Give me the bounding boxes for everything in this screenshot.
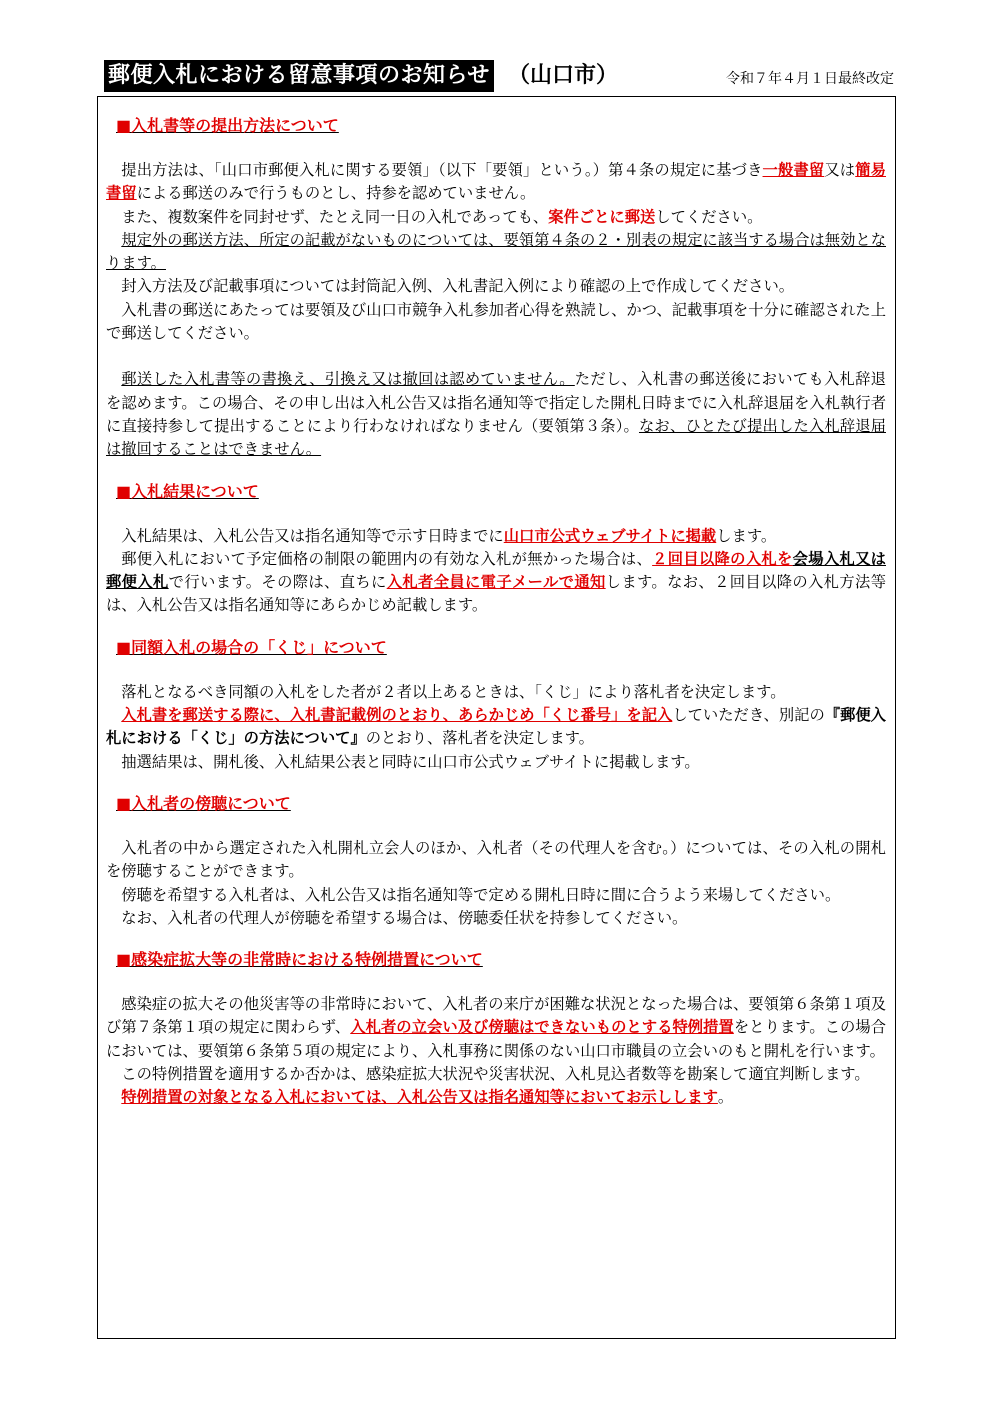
- section-title-submission: ■入札書等の提出方法について: [116, 116, 339, 135]
- paragraph: 郵便入札において予定価格の制限の範囲内の有効な入札が無かった場合は、２回目以降の入札を会場入札又は郵便入札で行います。その際は、直ちに入札者全員に電子メールで通知します。なお、２回目以降の入札方法等は、入札公告又は指名通知等にあらかじめ記載します。: [106, 549, 886, 615]
- section-title-emergency: ■感染症拡大等の非常時における特例措置について: [116, 950, 483, 970]
- paragraph: 入札結果は、入札公告又は指名通知等で示す日時までに山口市公式ウェブサイトに掲載します。: [121, 526, 777, 545]
- paragraph: 入札書の郵送にあたっては要領及び山口市競争入札参加者心得を熟読し、かつ、記載事項を十分に確認された上で郵送してください。: [106, 300, 886, 343]
- paragraph: なお、入札者の代理人が傍聴を希望する場合は、傍聴委任状を持参してください。: [121, 908, 688, 927]
- paragraph: 提出方法は、「山口市郵便入札に関する要領」（以下「要領」という。）第４条の規定に基づき一般書留又は簡易書留による郵送のみで行うものとし、持参を認めていません。: [106, 161, 886, 203]
- section-title-lottery: ■同額入札の場合の「くじ」について: [116, 637, 387, 657]
- paragraph: 特例措置の対象となる入札においては、入札公告又は指名通知等においてお示しします。: [121, 1088, 734, 1107]
- section-title-results: ■入札結果について: [116, 481, 259, 501]
- paragraph: 入札者の中から選定された入札開札立会人のほか、入札者（その代理人を含む。）については、その入札の開札を傍聴することができます。: [106, 838, 886, 881]
- paragraph: 郵送した入札書等の書換え、引換え又は撤回は認めていません。ただし、入札書の郵送後においても入札辞退を認めます。この場合、その申し出は入札公告又は指名通知等で指定した開札日時までに入札辞退届を入札執行者に直接持参して提出することにより行わなければなりません（要領第３条）。なお、ひとたび提出した入札辞退届は撤回することはできません。: [106, 370, 886, 459]
- paragraph: 抽選結果は、開札後、入札結果公表と同時に山口市公式ウェブサイトに掲載します。: [121, 752, 700, 771]
- paragraph: 傍聴を希望する入札者は、入札公告又は指名通知等で定める開札日時に間に合うよう来場してください。: [121, 885, 841, 904]
- notice-body: [106, 114, 886, 1110]
- section-title-observation: ■入札者の傍聴について: [116, 793, 291, 813]
- paragraph: この特例措置を適用するか否かは、感染症拡大状況や災害状況、入札見込者数等を勘案して適宜判断します。: [121, 1065, 870, 1084]
- city-name: （山口市）: [508, 63, 619, 88]
- document-header: [104, 60, 894, 94]
- paragraph: 落札となるべき同額の入札をした者が２者以上あるときは、「くじ」により落札者を決定します。: [121, 682, 786, 701]
- paragraph: 規定外の郵送方法、所定の記載がないものについては、要領第４条の２・別表の規定に該当する場合は無効となります。: [106, 230, 886, 273]
- notice-title: 郵便入札における留意事項のお知らせ: [104, 60, 494, 92]
- paragraph: 封入方法及び記載事項については封筒記入例、入札書記入例により確認の上で作成してください。: [121, 277, 795, 296]
- paragraph: 感染症の拡大その他災害等の非常時において、入札者の来庁が困難な状況となった場合は、要領第６条第１項及び第７条第１項の規定に関わらず、入札者の立会い及び傍聴はできないものとする特例措置をとります。この場合においては、要領第６条第５項の規定により、入札事務に関係のない山口市職員の立会いのもと開札を行います。: [106, 995, 886, 1060]
- paragraph: また、複数案件を同封せず、たとえ同一日の入札であっても、案件ごとに郵送してください。: [121, 207, 763, 226]
- paragraph: 入札書を郵送する際に、入札書記載例のとおり、あらかじめ「くじ番号」を記入していただき、別記の『郵便入札における「くじ」の方法について』のとおり、落札者を決定します。: [106, 706, 886, 748]
- revision-date: 令和７年４月１日最終改定: [726, 71, 894, 87]
